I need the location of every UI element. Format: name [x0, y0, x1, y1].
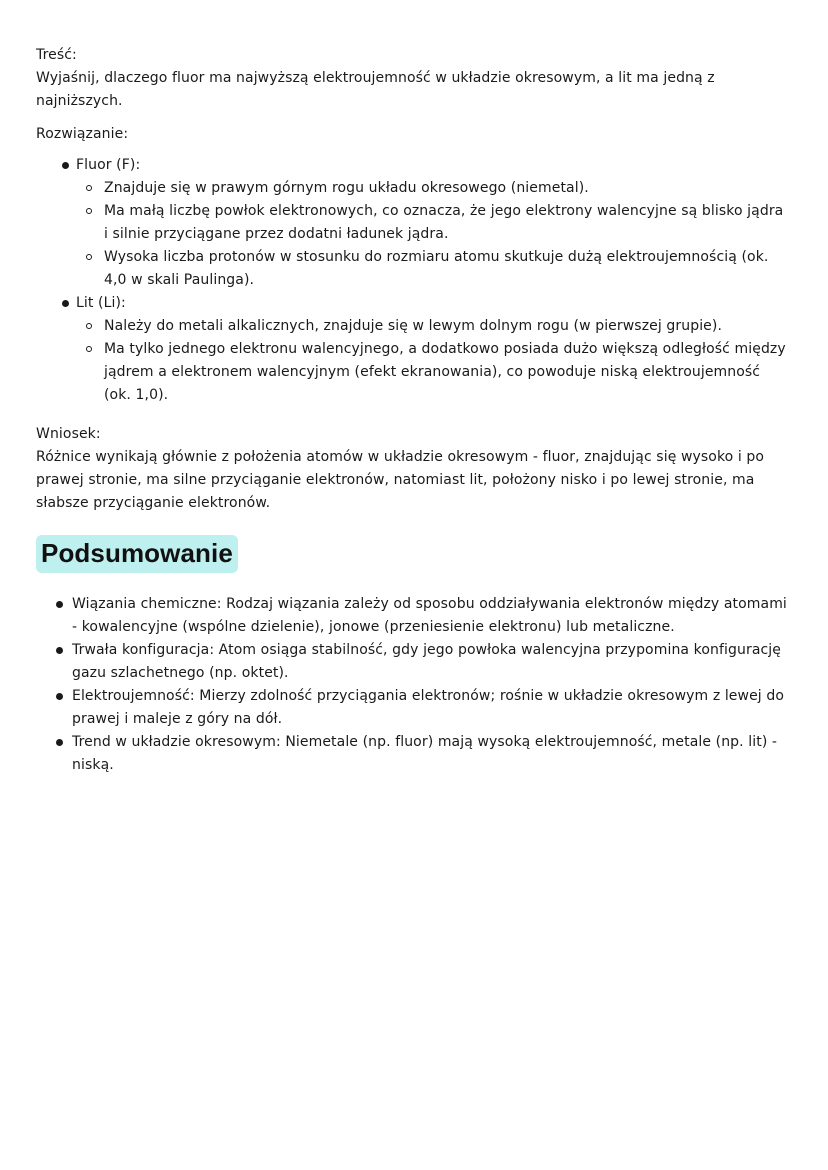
list-item: Znajduje się w prawym górnym rogu układu okresowego (niemetal). — [86, 177, 788, 200]
lithium-title: Lit (Li): — [76, 295, 126, 311]
fluorine-title: Fluor (F): — [76, 157, 141, 173]
solution-label: Rozwiązanie: — [36, 126, 129, 142]
solution-list — [36, 154, 788, 407]
summary-heading: Podsumowanie — [36, 535, 238, 573]
fluorine-sublist — [76, 177, 788, 292]
list-item: Wysoka liczba protonów w stosunku do rozmiaru atomu skutkuje dużą elektroujemnością (ok. 4,0 w skali Paulinga). — [86, 246, 788, 292]
task-label: Treść: — [36, 47, 77, 63]
list-item: Ma małą liczbę powłok elektronowych, co oznacza, że jego elektrony walencyjne są blisko jądra i silnie przyciągane przez dodatni ładunek jądra. — [86, 200, 788, 246]
list-item: Trwała konfiguracja: Atom osiąga stabilność, gdy jego powłoka walencyjna przypomina konfigurację gazu szlachetnego (np. oktet). — [56, 639, 788, 685]
task-section — [36, 44, 788, 113]
solution-section — [36, 123, 788, 407]
list-item: Ma tylko jednego elektronu walencyjnego, a dodatkowo posiada dużo większą odległość między jądrem a elektronem walencyjnym (efekt ekranowania), co powoduje niską elektroujemność (ok. 1,0). — [86, 338, 788, 407]
list-item: Trend w układzie okresowym: Niemetale (np. fluor) mają wysoką elektroujemność, metale (np. lit) - niską. — [56, 731, 788, 777]
list-item: Elektroujemność: Mierzy zdolność przyciągania elektronów; rośnie w układzie okresowym z lewej do prawej i maleje z góry na dół. — [56, 685, 788, 731]
task-text: Wyjaśnij, dlaczego fluor ma najwyższą elektroujemność w układzie okresowym, a lit ma jedną z najniższych. — [36, 70, 715, 109]
conclusion-text: Różnice wynikają głównie z położenia atomów w układzie okresowym - fluor, znajdując się wysoko i po prawej stronie, ma silne przyciąganie elektronów, natomiast lit, położony nisko i po lewej stronie, ma słabsze przyciąganie elektronów. — [36, 449, 765, 511]
list-item: Wiązania chemiczne: Rodzaj wiązania zależy od sposobu oddziaływania elektronów między atomami - kowalencyjne (wspólne dzielenie), jonowe (przeniesienie elektronu) lub metaliczne. — [56, 593, 788, 639]
summary-heading-wrap — [36, 535, 788, 573]
list-item: Należy do metali alkalicznych, znajduje się w lewym dolnym rogu (w pierwszej grupie). — [86, 315, 788, 338]
conclusion-section — [36, 423, 788, 515]
list-item — [62, 292, 788, 407]
summary-list — [36, 593, 788, 777]
list-item — [62, 154, 788, 292]
lithium-sublist — [76, 315, 788, 407]
summary-section — [36, 593, 788, 777]
conclusion-label: Wniosek: — [36, 426, 101, 442]
